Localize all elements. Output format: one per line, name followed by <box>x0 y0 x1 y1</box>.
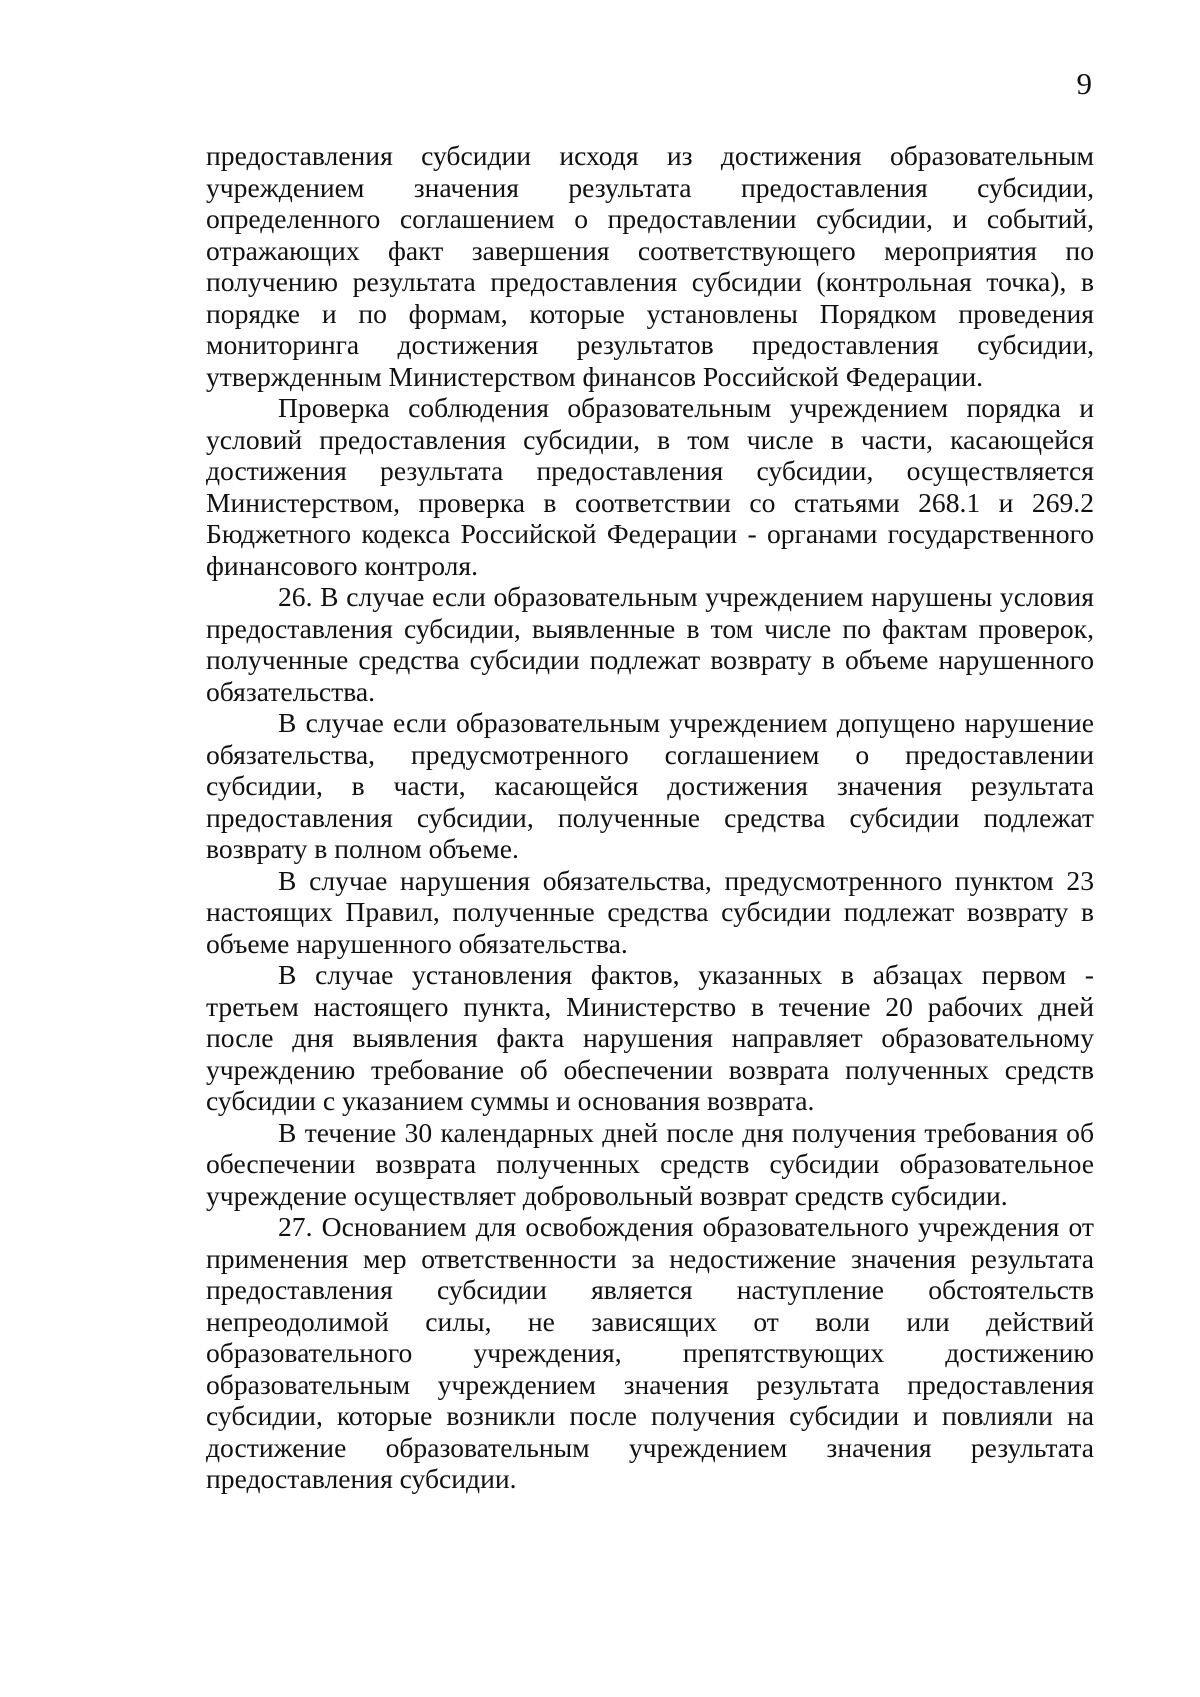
document-body <box>206 140 1094 1495</box>
paragraph-continuation: предоставления субсидии исходя из достижения образовательным учреждением значения результата предоставления субсидии, определенного соглашением о предоставлении субсидии, и событий, отражающих факт завершения соответствующего мероприятия по получению результата предоставления субсидии (контрольная точка), в порядке и по формам, которые установлены Порядком проведения мониторинга достижения результатов предоставления субсидии, утвержденным Министерством финансов Российской Федерации. <box>206 140 1094 392</box>
paragraph-clause-26: 26. В случае если образовательным учреждением нарушены условия предоставления субсидии, выявленные в том числе по фактам проверок, полученные средства субсидии подлежат возврату в объеме нарушенного обязательства. <box>206 581 1094 707</box>
paragraph-ministry-demand: В случае установления фактов, указанных в абзацах первом - третьем настоящего пункта, Министерство в течение 20 рабочих дней после дня выявления факта нарушения направляет образовательному учреждению требование об обеспечении возврата полученных средств субсидии с указанием суммы и основания возврата. <box>206 959 1094 1116</box>
paragraph-clause-23-violation: В случае нарушения обязательства, предусмотренного пунктом 23 настоящих Правил, полученные средства субсидии подлежат возврату в объеме нарушенного обязательства. <box>206 864 1094 959</box>
page-number: 9 <box>1076 66 1092 101</box>
paragraph-verification: Проверка соблюдения образовательным учреждением порядка и условий предоставления субсидии, в том числе в части, касающейся достижения результата предоставления субсидии, осуществляется Министерством, проверка в соответствии со статьями 268.1 и 269.2 Бюджетного кодекса Российской Федерации - органами государственного финансового контроля. <box>206 392 1094 581</box>
paragraph-clause-27: 27. Основанием для освобождения образовательного учреждения от применения мер ответственности за недостижение значения результата предоставления субсидии является наступление обстоятельств непреодолимой силы, не зависящих от воли или действий образовательного учреждения, препятствующих достижению образовательным учреждением значения результата предоставления субсидии, которые возникли после получения субсидии и повлияли на достижение образовательным учреждением значения результата предоставления субсидии. <box>206 1211 1094 1494</box>
paragraph-obligation-violation: В случае если образовательным учреждением допущено нарушение обязательства, предусмотренного соглашением о предоставлении субсидии, в части, касающейся достижения значения результата предоставления субсидии, полученные средства субсидии подлежат возврату в полном объеме. <box>206 707 1094 864</box>
paragraph-voluntary-return: В течение 30 календарных дней после дня получения требования об обеспечении возврата полученных средств субсидии образовательное учреждение осуществляет добровольный возврат средств субсидии. <box>206 1116 1094 1211</box>
